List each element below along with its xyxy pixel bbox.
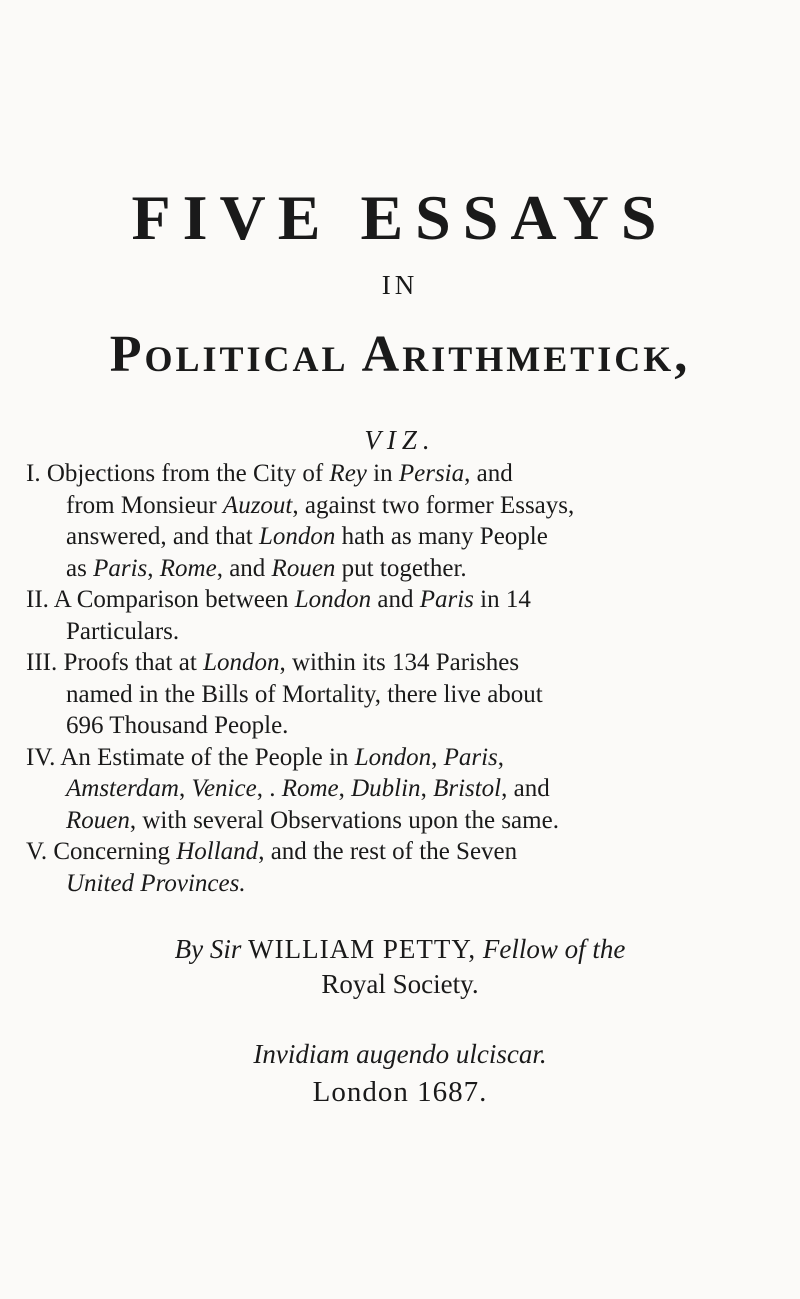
byline-suffix: Fellow of the — [482, 934, 626, 964]
essay-line — [26, 584, 776, 616]
imprint: London 1687. — [312, 1076, 488, 1108]
essay-text: London — [258, 523, 336, 550]
essay-text: in 14 — [473, 586, 531, 613]
essay-text: from Monsieur — [66, 491, 223, 519]
essay-number: IV. — [26, 743, 56, 771]
essay-number: II. — [26, 586, 49, 613]
essay-line — [26, 679, 776, 711]
essay-text: An Estimate of the People in — [60, 743, 355, 771]
essay-text: Bristol — [433, 775, 502, 802]
essay-list — [26, 458, 776, 899]
essay-line — [26, 553, 776, 585]
essay-text: Objections from the City of — [46, 460, 330, 487]
essay-line — [26, 868, 776, 900]
essay-text: , and — [464, 460, 513, 487]
essay-text: , — [431, 743, 444, 771]
title: FIVE ESSAYS — [131, 182, 669, 253]
essay-number: III. — [26, 649, 58, 676]
essay-line — [26, 647, 776, 679]
essay-line — [26, 616, 776, 648]
essay-line — [26, 805, 776, 837]
essay-line — [26, 458, 776, 490]
essay-text: put together. — [335, 554, 467, 582]
essay-line — [26, 836, 776, 868]
essay-text: Proofs that at — [63, 649, 204, 676]
viz-label: VIZ. — [364, 425, 436, 455]
essay-text: Dublin — [351, 775, 421, 802]
essay-text: , — [497, 743, 505, 771]
essay-text: Rouen — [271, 554, 336, 582]
byline — [0, 932, 800, 966]
essay-text: , with several Observations upon the same. — [129, 806, 559, 834]
essay-text: answered, and that — [66, 523, 259, 550]
essay-line — [26, 490, 776, 522]
essay-line — [26, 521, 776, 553]
essay-text: , against two former Essays, — [292, 491, 575, 519]
essay-text: Rey — [329, 460, 367, 487]
essay-text: A Comparison between — [53, 586, 295, 613]
essay-item — [26, 458, 776, 584]
essay-item — [26, 742, 776, 837]
essay-text: Concerning — [53, 838, 177, 865]
essay-text: Particulars. — [66, 617, 180, 645]
essay-text: named in the Bills of Mortality, there live about — [66, 680, 543, 708]
essay-text: Rome — [159, 554, 217, 582]
essay-text: London — [294, 586, 372, 613]
essay-item — [26, 647, 776, 742]
essay-text: , — [147, 554, 160, 582]
essay-number: I. — [26, 460, 41, 487]
essay-text: London — [203, 649, 280, 676]
byline-prefix: By Sir — [174, 934, 242, 964]
essay-text: Holland — [176, 838, 259, 865]
subtitle: Political Arithmetick, — [109, 326, 691, 383]
essay-text: Rouen — [66, 806, 130, 834]
essay-line — [26, 742, 776, 774]
essay-text: in — [366, 460, 399, 487]
essay-line — [26, 710, 776, 742]
essay-text: hath as many People — [335, 523, 548, 550]
title-connector: IN — [381, 270, 419, 300]
essay-text: , — [338, 775, 352, 802]
essay-text: as — [66, 554, 94, 582]
essay-text: , within its 134 Parishes — [279, 649, 520, 676]
author-name: WILLIAM PETTY, — [248, 934, 477, 964]
essay-text: Paris — [443, 743, 498, 771]
essay-text: Paris — [93, 554, 148, 582]
essay-text: , . — [256, 775, 282, 802]
society: Royal Society. — [321, 969, 479, 999]
essay-item — [26, 584, 776, 647]
essay-text: , — [178, 775, 192, 802]
essay-line — [26, 773, 776, 805]
essay-text: Auzout — [222, 491, 293, 519]
essay-text: , and — [216, 554, 272, 582]
essay-text: and — [371, 586, 420, 613]
essay-text: Amsterdam — [66, 775, 179, 802]
motto: Invidiam augendo ulciscar. — [253, 1039, 547, 1069]
essay-text: 696 Thousand People. — [66, 712, 289, 739]
essay-text: Venice — [191, 775, 257, 802]
essay-text: Persia — [398, 460, 465, 487]
essay-text: Paris — [419, 586, 474, 613]
essay-text: , and — [501, 775, 550, 802]
essay-number: V. — [26, 838, 48, 865]
essay-text: , — [420, 775, 434, 802]
essay-text: London — [354, 743, 432, 771]
essay-text: , and the rest of the Seven — [258, 838, 518, 865]
essay-item — [26, 836, 776, 899]
essay-text: United Provinces. — [66, 869, 246, 897]
essay-text: Rome — [281, 775, 339, 802]
